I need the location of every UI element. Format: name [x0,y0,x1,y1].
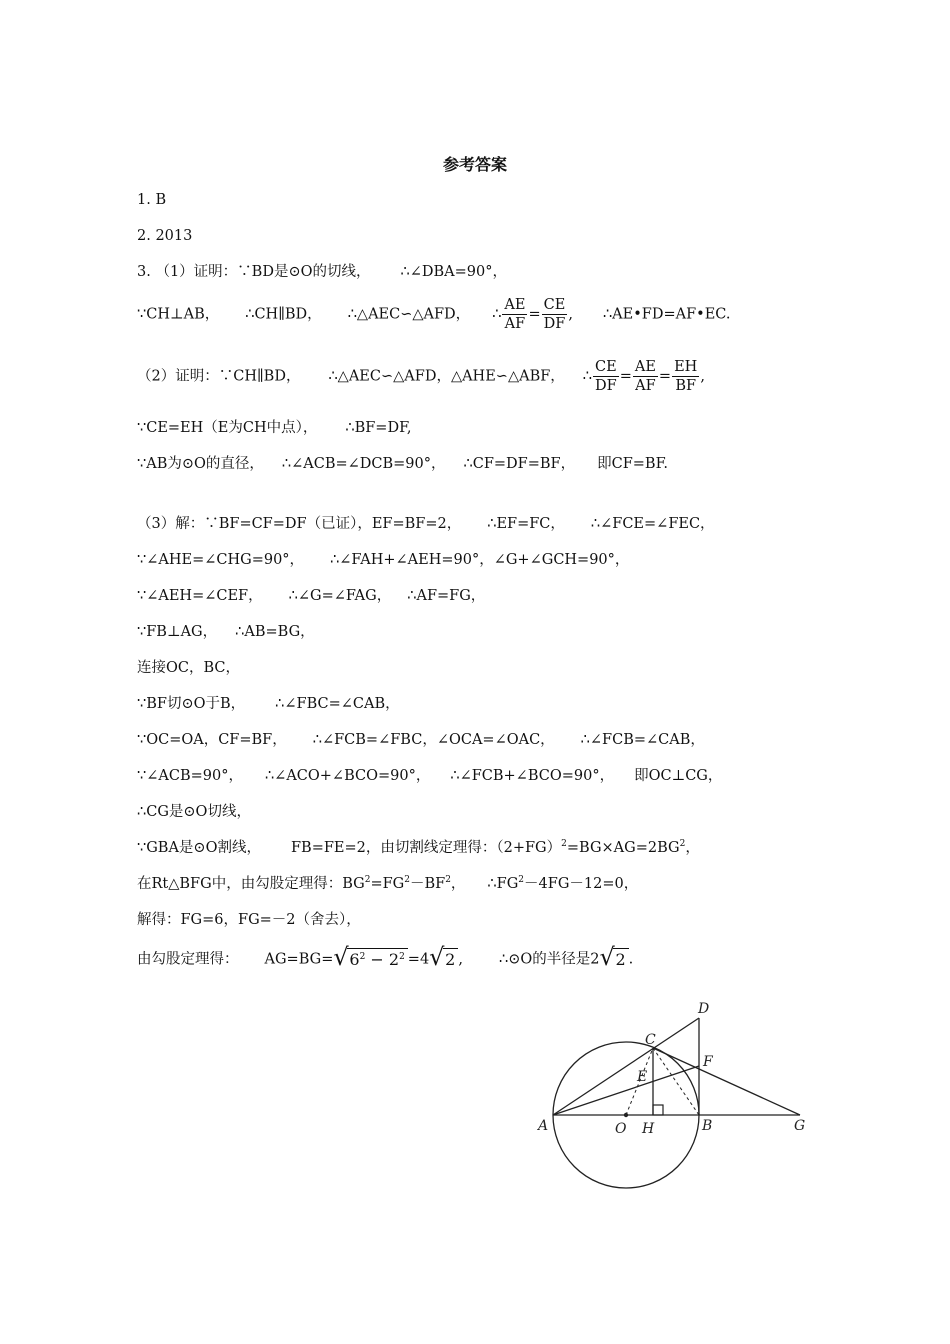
text: ∴⊙O的半径是2 [498,951,600,968]
answer-3-line-11 [137,694,400,714]
text: 由勾股定理得： [137,951,239,968]
label-f: F [703,1054,713,1070]
text: − 2 [365,950,400,969]
page-title: 参考答案 [442,155,507,174]
line-af [553,1066,699,1115]
text: ∴∠FCE=∠FEC， [590,516,715,532]
denominator: AF [504,316,526,332]
text: ∵CE=EH（E为CH中点）， [137,420,318,436]
radical-sign: √ [429,943,445,971]
text: ， [450,876,466,892]
fraction [672,358,699,395]
answer-3-line-14: ∴CG是⊙O切线， [137,804,251,820]
text: ∴CF=DF=BF， [463,456,576,472]
text: ∴∠FCB=∠CAB， [580,732,705,748]
text: . [628,951,634,968]
text: =4 [407,951,430,968]
text: （2）证明：∵CH∥BD， [137,368,301,385]
text: = [528,306,541,323]
text: ∵GBA是⊙O割线， [137,840,261,856]
geometry-figure [530,995,820,1195]
text: =FG [370,876,405,892]
text: ∵∠AHE=∠CHG=90°， [137,552,305,568]
answer-3-line-9 [137,622,315,642]
text: ∴AE•FD=AF•EC. [602,306,731,323]
superscript: 2 [561,839,567,849]
answer-3-line-7 [137,550,629,570]
text: ∴CH∥BD， [245,306,322,323]
radicand [347,948,407,970]
text: FB=FE=2，由切割线定理得：（2+FG） [290,840,562,856]
line-ad [553,1018,699,1115]
label-a: A [538,1118,549,1134]
answer-3-line-16 [137,874,638,894]
text: ∴∠FBC=∠CAB， [275,696,400,712]
numerator: AE [504,297,526,313]
superscript: 2 [359,952,366,962]
denominator: AF [635,378,656,394]
radical-sign: √ [599,943,615,971]
text: －4FG－12=0， [524,876,639,892]
label-h: H [642,1121,655,1137]
text: ∵CH⊥AB， [137,306,220,323]
answer-3-line-5 [137,454,668,474]
text: , [458,951,463,968]
superscript: 2 [364,875,371,885]
text: , [700,368,705,385]
square-root [333,943,407,971]
right-angle-mark [653,1105,663,1115]
answer-3-line-10: 连接OC，BC， [137,660,241,676]
numerator: EH [674,359,698,375]
fraction [502,296,527,333]
answer-3-line-15 [137,838,700,858]
text: ∵FB⊥AG， [137,624,218,640]
text: ∴FG [487,876,519,892]
denominator: BF [675,378,697,394]
label-b: B [702,1118,713,1134]
text: ∴∠G=∠FAG， [288,588,392,604]
text: =BG×AG=2BG [566,840,680,856]
radical-sign: √ [333,943,349,971]
answer-1: 1. B [137,192,167,208]
text: = [619,368,632,385]
answer-3-line-17: 解得：FG=6，FG=－2（舍去）， [137,912,361,928]
text: 在Rt△BFG中，由勾股定理得：BG [137,876,365,892]
numerator: CE [595,359,617,375]
text: ∴∠ACO+∠BCO=90°， [264,768,431,784]
text: ∴△AEC∽△AFD， [347,306,471,323]
text: ∴∠ACB=∠DCB=90°， [281,456,446,472]
text: 3. （1）证明：∵BD是⊙O的切线， [137,264,371,280]
superscript: 2 [445,875,451,885]
label-o: O [615,1121,627,1137]
answer-3-line-8 [137,586,485,606]
numerator: CE [543,297,566,313]
radicand: 2 [613,948,628,970]
denominator: DF [595,378,617,394]
numerator: AE [634,359,656,375]
fraction [593,358,619,395]
label-g: G [794,1118,806,1134]
answer-3-line-2 [137,296,730,333]
text: ∴ [492,306,502,323]
text: （3）解：∵BF=CF=DF（已证），EF=BF=2， [137,516,462,532]
answer-2: 2. 2013 [137,228,193,244]
superscript: 2 [679,839,686,849]
center-point [624,1113,628,1117]
text: ∴∠FCB+∠BCO=90°， [450,768,615,784]
radicand: 2 [443,948,458,970]
text: AG=BG= [264,951,334,968]
answer-3-line-4 [137,418,412,438]
text: 即CF=BF. [597,456,668,472]
label-e: E [637,1069,648,1085]
text: ∵∠AEH=∠CEF， [137,588,263,604]
answer-3-line-13 [137,766,722,786]
answer-3-line-1 [137,262,507,282]
label-c: C [645,1032,656,1048]
superscript: 2 [399,952,405,962]
text: ∴∠DBA=90°， [400,264,507,280]
text: ∴AF=FG， [407,588,486,604]
text: ∵BF切⊙O于B， [137,696,246,712]
text: ∴EF=FC， [487,516,565,532]
text: ∴AB=BG， [235,624,315,640]
text: , [568,306,573,323]
text: ∴ [582,368,593,385]
square-root [429,943,458,971]
answer-3-line-3 [137,358,705,395]
answer-3-line-12 [137,730,705,750]
answer-3-line-6 [137,514,715,534]
superscript: 2 [404,875,410,885]
label-d: D [698,1001,710,1017]
text: ∵∠ACB=90°， [137,768,243,784]
text: ∴∠FAH+∠AEH=90°，∠G+∠GCH=90°， [330,552,630,568]
text: 6 [349,950,360,969]
text: ， [685,840,700,856]
text: ∴BF=DF, [345,420,412,436]
text: ∴△AEC∽△AFD，△AHE∽△ABF， [328,368,565,385]
denominator: DF [543,316,566,332]
text: ∴∠FCB=∠FBC，∠OCA=∠OAC， [312,732,555,748]
line-cg [653,1048,800,1115]
fraction [542,296,568,333]
text: ∵AB为⊙O的直径， [137,456,264,472]
text: 即OC⊥CG， [634,768,723,784]
text: －BF [409,876,446,892]
text: = [658,368,672,385]
fraction [633,358,658,395]
text: ∵OC=OA，CF=BF， [137,732,287,748]
answer-3-line-18 [137,943,634,971]
square-root [599,943,628,971]
superscript: 2 [518,875,525,885]
